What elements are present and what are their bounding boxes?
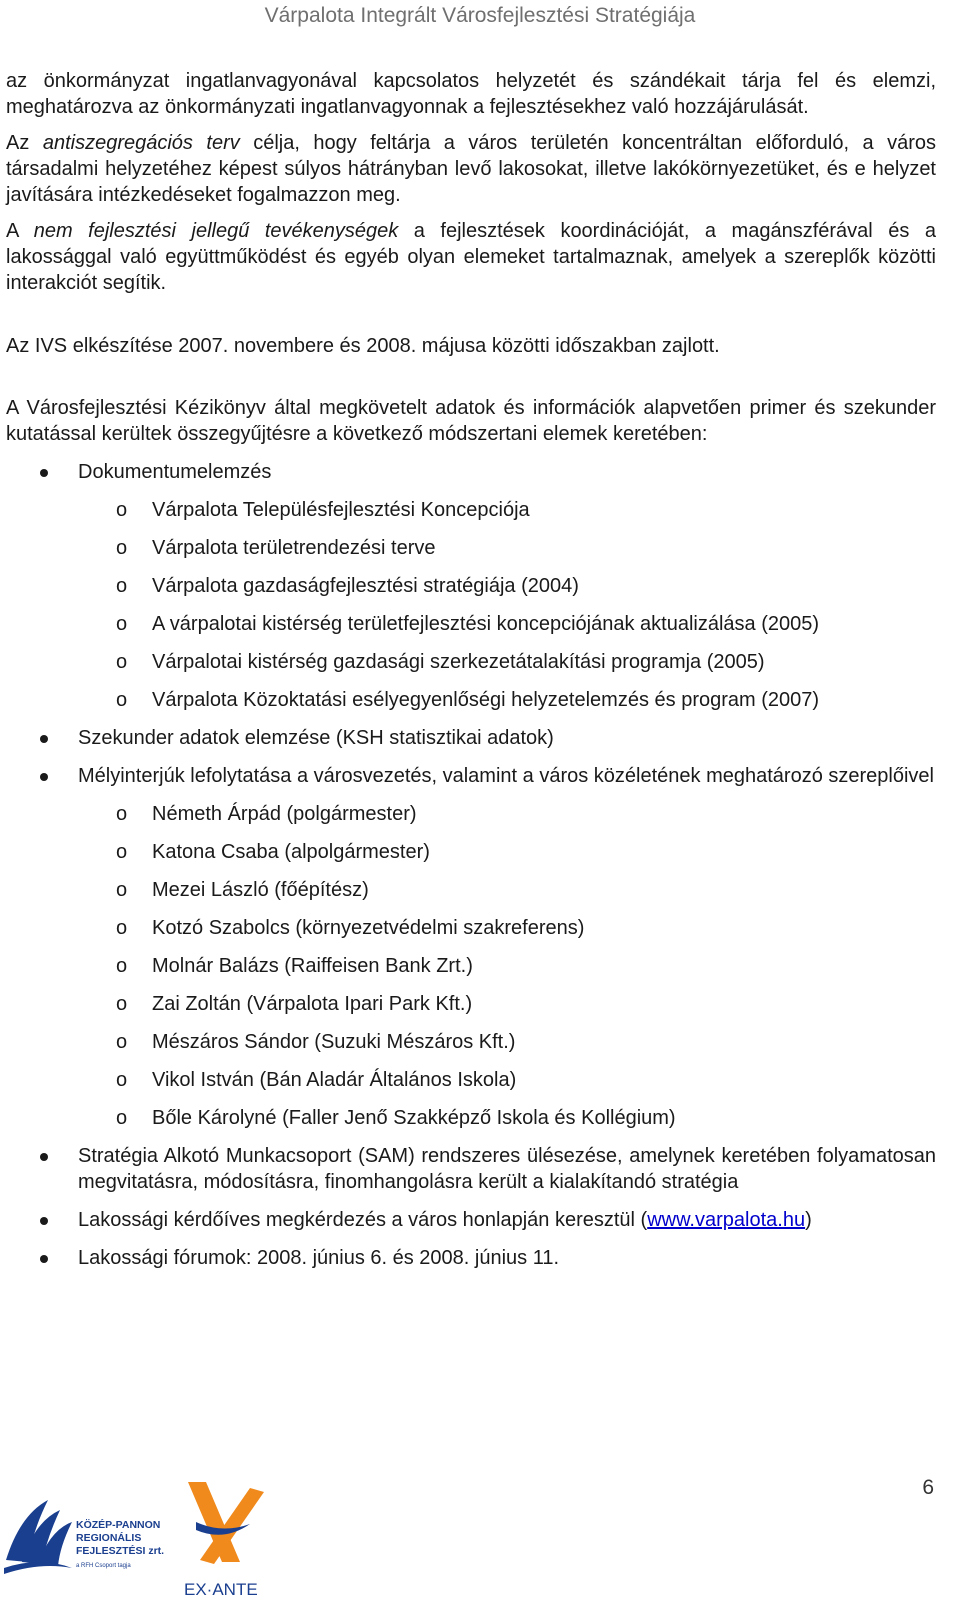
sub-list-item [6,877,936,903]
paragraph-non-development [6,218,936,296]
sub-list-item [6,573,936,599]
sub-bullet-marker: o [116,613,128,635]
bullet-icon [40,1153,48,1161]
sub-bullet-marker: o [116,689,128,711]
sub-list-item [6,611,936,637]
sub-bullet-marker: o [116,803,128,825]
list-item-label: Mélyinterjúk lefolytatása a városvezetés, valamint a város közéletének meghatározó szereplőivel [78,765,934,787]
sub-list-item [6,649,936,675]
sub-list-item [6,991,936,1017]
page-number: 6 [922,1476,934,1499]
sub-list-item-label: Várpalota Településfejlesztési Koncepciója [152,499,530,521]
sub-list-item [6,687,936,713]
sub-list-item-label: Várpalota Közoktatási esélyegyenlőségi helyzetelemzés és program (2007) [152,689,820,711]
sub-list-item-label: Várpalotai kistérség gazdasági szerkezetátalakítási programja (2005) [152,651,765,673]
list-item-label: Stratégia Alkotó Munkacsoport (SAM) rendszeres ülésezése, amelynek keretében folyamatosan megvitatásra, módosításra, finomhangolásra került a kialakítandó stratégia [78,1145,936,1193]
page-header [0,0,960,28]
sub-bullet-marker: o [116,879,128,901]
sub-list-item-label: Várpalota gazdaságfejlesztési stratégiája (2004) [152,575,579,597]
paragraph-methodology: A Városfejlesztési Kézikönyv által megkövetelt adatok és információk alapvetően primer és szekunder kutatással kerültek összegyűjtésre a következő módszertani elemek keretében: [6,397,936,445]
sub-list-item-label: Mezei László (főépítész) [152,879,369,901]
text-run: A [6,220,34,242]
header-title: Várpalota Integrált Városfejlesztési Stratégiája [264,4,696,27]
emphasis-non-development: nem fejlesztési jellegű tevékenységek [33,220,399,242]
bullet-icon [40,735,48,743]
list-item [6,1207,936,1233]
sub-list-item-label: Zai Zoltán (Várpalota Ipari Park Kft.) [152,993,473,1015]
sub-list-item [6,953,936,979]
list-item [6,725,936,751]
sub-list-item-label: A várpalotai kistérség területfejlesztési koncepciójának aktualizálása (2005) [152,613,820,635]
logo2-text: EX·ANTE [184,1580,258,1599]
sub-bullet-marker: o [116,651,128,673]
sub-bullet-marker: o [116,993,128,1015]
bullet-icon [40,1217,48,1225]
sub-list-item [6,839,936,865]
sub-bullet-marker: o [116,841,128,863]
text-run: Az [6,132,43,154]
list-item [6,1143,936,1195]
sub-bullet-marker: o [116,1031,128,1053]
sub-bullet-marker: o [116,917,128,939]
list-item-label: Dokumentumelemzés [78,461,272,483]
paragraph-property: az önkormányzat ingatlanvagyonával kapcsolatos helyzetét és szándékait tárja fel és elemzi, meghatározva az önkormányzati ingatlanvagyonnak a fejlesztésekhez való hozzájárulását. [6,70,936,118]
text-run: célja, hogy feltárja a város területén koncentráltan előforduló, a város társadalmi helyzetéhez képest súlyos hátrányban levő lakosokat, illetve lakókörnyezetüket, és e helyzet javítására intézkedéseket fogalmazzon meg. [6,132,937,206]
sub-list-item [6,1029,936,1055]
list-item [6,1245,936,1271]
kozep-pannon-logo [4,1500,164,1574]
sub-list-item [6,1067,936,1093]
sub-bullet-marker: o [116,537,128,559]
sub-list-item-label: Molnár Balázs (Raiffeisen Bank Zrt.) [152,955,473,977]
logo1-line: a RFH Csoport tagja [76,1563,131,1569]
sub-bullet-marker: o [116,1107,128,1129]
list-item-label: Lakossági fórumok: 2008. június 6. és 2008. június 11. [78,1247,560,1269]
logo1-line: KÖZÉP-PANNON [76,1519,161,1531]
document-body [6,68,936,1283]
sub-bullet-marker: o [116,575,128,597]
sub-list-item [6,915,936,941]
paragraph-antisegregation [6,130,936,208]
paragraph-timeline: Az IVS elkészítése 2007. novembere és 2008. májusa közötti időszakban zajlott. [6,335,720,357]
sub-list-item-label: Bőle Károlyné (Faller Jenő Szakképző Iskola és Kollégium) [152,1107,676,1129]
sub-list-item [6,1105,936,1131]
bullet-icon [40,773,48,781]
website-link[interactable]: www.varpalota.hu [647,1209,806,1231]
sub-list-item [6,801,936,827]
logo1-line: FEJLESZTÉSI zrt. [76,1545,165,1557]
sub-bullet-marker: o [116,1069,128,1091]
text-run: ) [805,1209,812,1231]
sub-list-item-label: Németh Árpád (polgármester) [152,803,417,825]
bullet-icon [40,1255,48,1263]
list-item-label: Szekunder adatok elemzése (KSH statisztikai adatok) [78,727,554,749]
emphasis-antisegregation: antiszegregációs terv [42,132,240,154]
sub-list-item-label: Katona Csaba (alpolgármester) [152,841,430,863]
sub-list-item-label: Kotzó Szabolcs (környezetvédelmi szakreferens) [152,917,585,939]
list-item-label: Lakossági kérdőíves megkérdezés a város honlapján keresztül ( [78,1209,648,1231]
bullet-icon [40,469,48,477]
sub-list-item [6,535,936,561]
ex-ante-logo [184,1482,264,1599]
sub-bullet-marker: o [116,499,128,521]
list-item [6,763,936,789]
footer-logos [0,1470,270,1610]
sub-bullet-marker: o [116,955,128,977]
list-item [6,459,936,485]
footer-logos-svg [0,1470,270,1605]
sub-list-item-label: Vikol István (Bán Aladár Általános Iskola) [152,1069,517,1091]
sub-list-item-label: Várpalota területrendezési terve [152,537,436,559]
sub-list-item-label: Mészáros Sándor (Suzuki Mészáros Kft.) [152,1031,516,1053]
sub-list-item [6,497,936,523]
logo1-line: REGIONÁLIS [76,1532,142,1544]
text-run: a fejlesztések koordinációját, a magánszférával és a lakossággal való együttműködést és egyéb olyan elemeket tartalmaznak, amelyek a szereplők közötti interakciót segítik. [6,220,937,294]
